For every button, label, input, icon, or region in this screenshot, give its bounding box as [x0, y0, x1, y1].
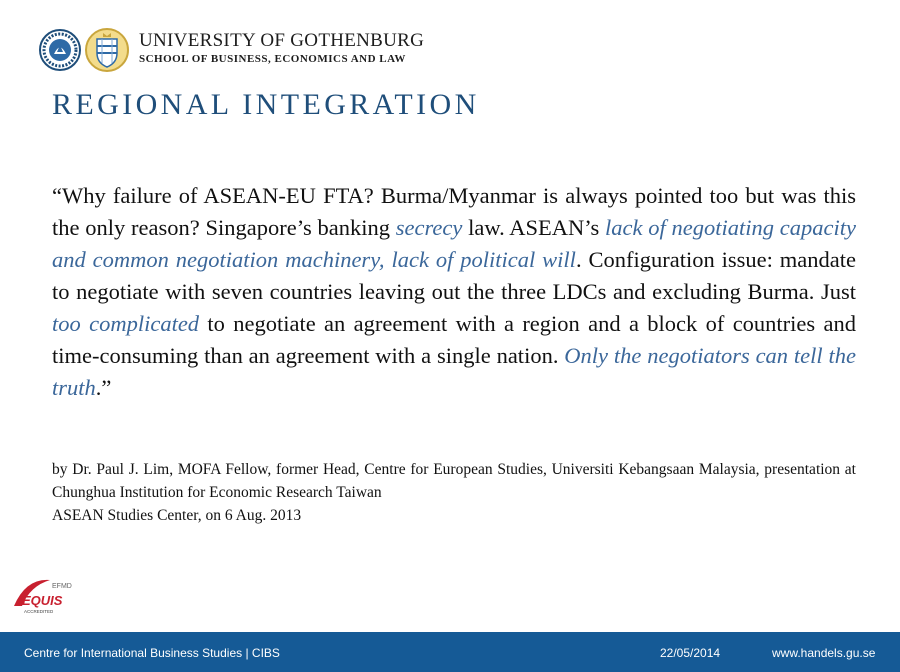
- equis-logo: [12, 576, 74, 618]
- quote-emphasis: secrecy: [395, 215, 463, 240]
- footer-website-link[interactable]: www.handels.gu.se: [772, 646, 876, 660]
- attribution-text: by Dr. Paul J. Lim, MOFA Fellow, former Head, Centre for European Studies, Universiti Kebangsaan Malaysia, presentation at Chunghua Institution for Economic Research Taiwan: [52, 461, 856, 501]
- attribution-text-last: ASEAN Studies Center, on 6 Aug. 2013: [52, 507, 302, 524]
- quote-text: to negotiate an agreement with a region and a block of countries and time-consuming than an agreement with a single nation.: [52, 311, 856, 368]
- footer-centre-name: Centre for International Business Studies | CIBS: [24, 646, 280, 660]
- school-name: SCHOOL OF BUSINESS, ECONOMICS AND LAW: [139, 53, 406, 65]
- footer-bar: [0, 632, 900, 672]
- svg-text:ACCREDITED: ACCREDITED: [24, 609, 54, 614]
- svg-text:EFMD: EFMD: [52, 583, 72, 590]
- footer-date: 22/05/2014: [660, 646, 721, 660]
- quote-emphasis: Only the negotiators can tell the truth: [52, 343, 856, 400]
- quote-text: law. ASEAN’s: [462, 215, 606, 240]
- quote-text: . Configuration issue: mandate to negotiate with seven countries leaving out the three LDCs and excluding Burma. Just: [52, 247, 856, 304]
- school-crest-icon: [84, 27, 130, 73]
- university-name: UNIVERSITY OF GOTHENBURG: [139, 30, 425, 51]
- svg-text:EQUIS: EQUIS: [22, 593, 63, 608]
- quote-text: “Why failure of ASEAN-EU FTA? Burma/Myanmar is always pointed too but was this the only reason? Singapore’s banking: [52, 183, 856, 240]
- quote-text: .”: [95, 375, 112, 400]
- quote-emphasis: too complicated: [52, 311, 200, 336]
- attribution: [52, 458, 856, 527]
- slide-title: REGIONAL INTEGRATION: [52, 88, 480, 121]
- equis-accredited-icon: [12, 576, 74, 618]
- university-logos: [38, 27, 130, 73]
- quote-paragraph: [52, 180, 856, 404]
- quote-emphasis: lack of negotiating capacity and common negotiation machinery, lack of political will: [52, 215, 856, 272]
